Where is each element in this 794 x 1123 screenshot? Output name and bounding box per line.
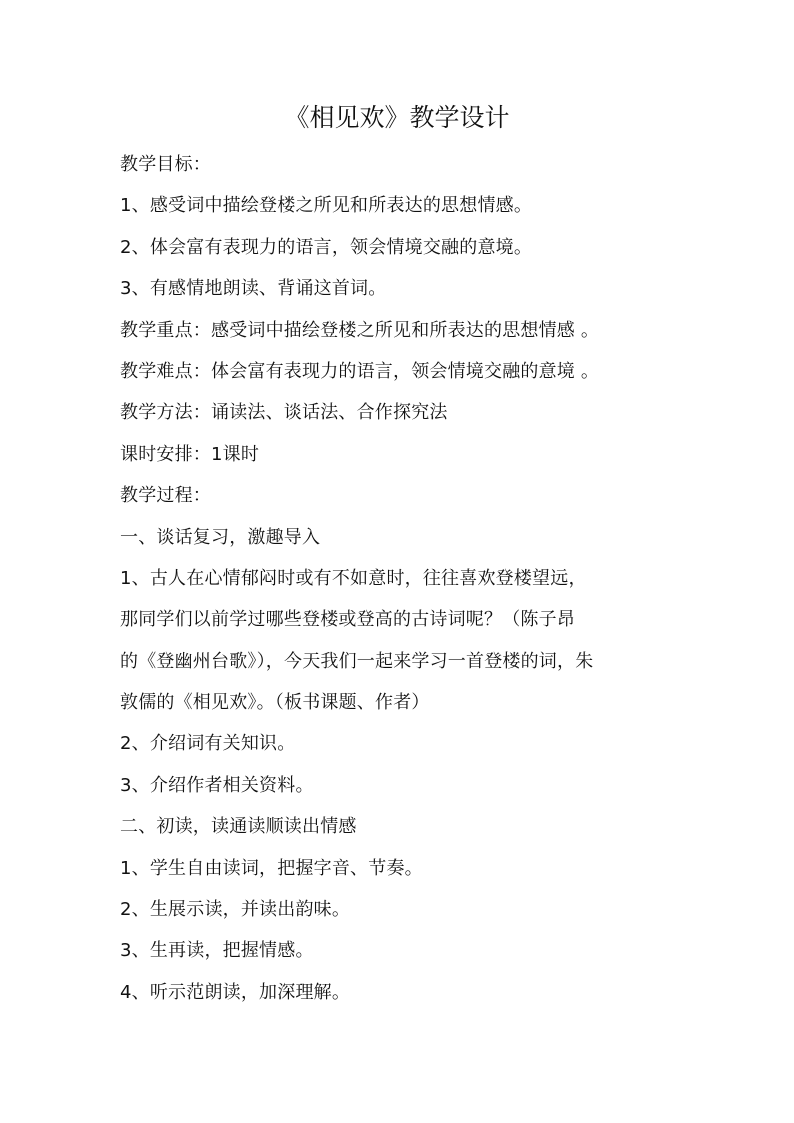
paragraph-line: 的《登幽州台歌》），今天我们一起来学习一首登楼的词，朱 [120, 650, 594, 672]
section-heading-objectives: 教学目标： [120, 154, 211, 175]
teaching-methods-line: 教学方法：诵读法、谈话法、合作探究法 [120, 402, 448, 424]
paragraph-line: 1、古人在心情郁闷时或有不如意时，往往喜欢登楼望远， [120, 567, 587, 589]
process-step-2-heading: 二、初读，读通读顺读出情感 [120, 816, 357, 838]
document-title: 《相见欢》教学设计 [284, 103, 510, 132]
list-item: 2、介绍词有关知识。 [120, 733, 296, 755]
paragraph-line: 那同学们以前学过哪些登楼或登高的古诗词呢？（陈子昂 [120, 609, 575, 631]
list-item: 1、学生自由读词，把握字音、节奏。 [120, 857, 423, 879]
list-item: 2、生展示读，并读出韵味。 [120, 899, 351, 921]
document-body [120, 144, 700, 1013]
section-heading-process: 教学过程： [120, 485, 211, 507]
objective-item-3: 3、有感情地朗读、背诵这首词。 [120, 278, 387, 300]
objective-item-1: 1、感受词中描绘登楼之所见和所表达的思想情感。 [120, 195, 533, 217]
objective-item-2: 2、体会富有表现力的语言，领会情境交融的意境。 [120, 236, 533, 258]
difficult-points-line: 教学难点：体会富有表现力的语言，领会情境交融的意境 。 [120, 360, 600, 382]
class-hours-line: 课时安排：1课时 [120, 443, 260, 465]
process-step-1-heading: 一、谈话复习，激趣导入 [120, 526, 321, 548]
list-item: 4、听示范朗读，加深理解。 [120, 981, 351, 1003]
list-item: 3、介绍作者相关资料。 [120, 774, 314, 796]
paragraph-line: 敦儒的《相见欢》。（板书课题、作者） [120, 692, 430, 714]
list-item: 3、生再读，把握情感。 [120, 940, 314, 962]
key-points-line: 教学重点：感受词中描绘登楼之所见和所表达的思想情感 。 [120, 319, 600, 341]
